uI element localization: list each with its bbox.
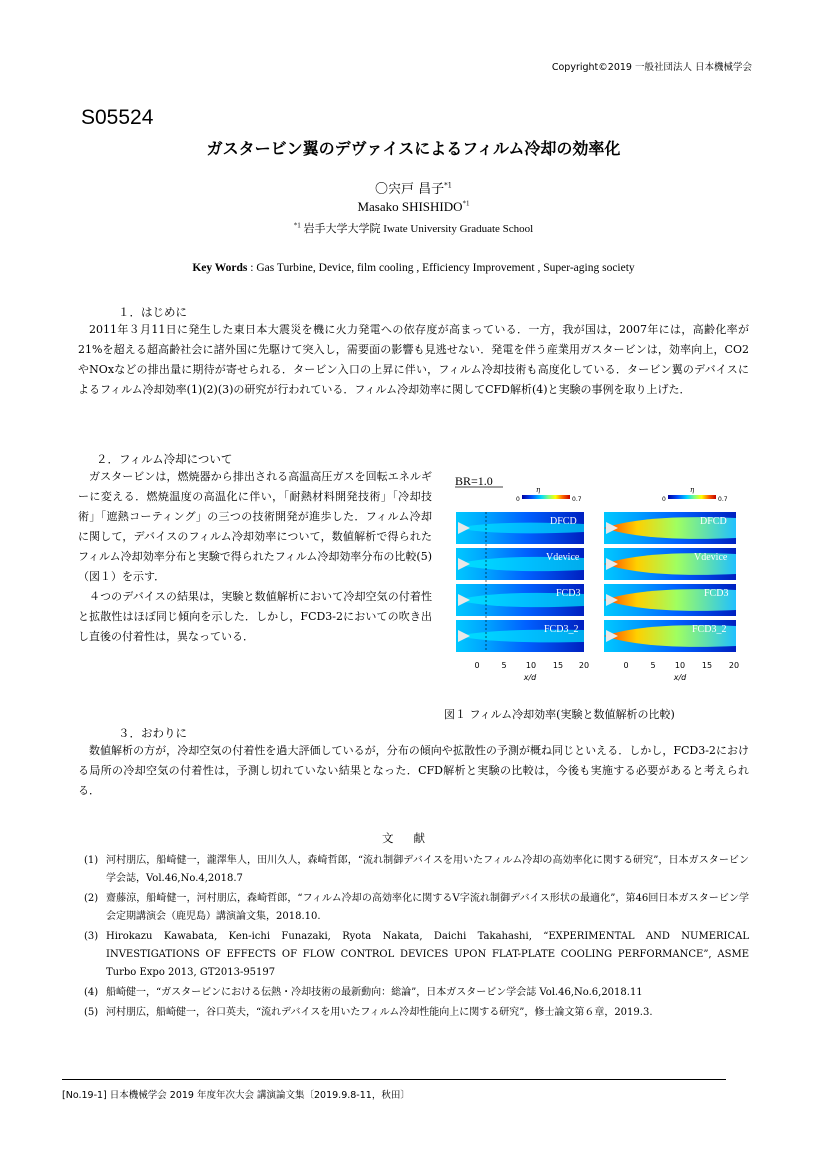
x-tick-right-15: 15	[701, 661, 713, 670]
affiliation	[0, 220, 827, 236]
section-2-paragraph-2: ４つのデバイスの結果は，実験と数値解析において冷却空気の付着性と拡散性はほぼ同じ傾向を示した．しかし，FCD3-2においての吹き出し直後の付着性は，異なっている．	[78, 590, 432, 643]
x-tick-right-5: 5	[650, 661, 656, 670]
author-english	[0, 199, 827, 215]
panel-right-fcd3	[604, 584, 736, 616]
reference-text: 齋藤涼，船崎健一，河村朋広，森崎哲郎，“フィルム冷却の高効率化に関するV字流れ制御デバイス形状の最適化”，第46回日本ガスタービン学会定期講演会（鹿児島）講演論文集，2018.10.	[106, 893, 749, 922]
x-tick-left-20: 20	[578, 661, 590, 670]
keywords-list: : Gas Turbine, Device, film cooling , Efficiency Improvement , Super-aging society	[247, 262, 635, 274]
reference-number: (2)	[84, 893, 99, 904]
row-label-left-vdevice: Vdevice	[546, 552, 580, 563]
section-1-body	[78, 320, 749, 400]
row-label-left-fcd3: FCD3	[556, 588, 581, 599]
section-1-paragraph: 2011年３月11日に発生した東日本大震災を機に火力発電への依存度が高まっている．一方，我が国は，2007年には，高齢化率が21%を超える超高齢社会に諸外国に先駆けて突入し，需要面の影響も見逃せない．発電を伴う産業用ガスタービンは，効率向上，CO2やNOxなどの排出量に期待が寄せられる．タービン入口の上昇に伴い，フィルム冷却技術も高度化している．タービン翼のデバイスによるフィルム冷却効率(1)(2)(3)の研究が行われている．フィルム冷却効率に関してCFD解析(4)と実験の事例を取り上げた．	[78, 323, 749, 396]
panel-right-vdevice	[604, 548, 736, 580]
section-3-paragraph: 数値解析の方が，冷却空気の付着性を過大評価しているが，分布の傾向や拡散性の予測が概ね同じといえる．しかし，FCD3-2における局所の冷却空気の付着性は，予測し切れていない結果となった．CFD解析と実験の比較は，今後も実施する必要があると考えられる．	[78, 744, 749, 797]
x-tick-left-0: 0	[474, 661, 480, 670]
figure-condition-label: BR=1.0	[455, 474, 493, 488]
keywords-label: Key Words	[192, 262, 248, 274]
x-tick-left-10: 10	[525, 661, 537, 670]
row-label-right-fcd3: FCD3	[704, 588, 729, 599]
reference-item	[84, 852, 749, 888]
row-label-left-fcd3-2: FCD3_2	[544, 624, 579, 635]
colorbar-right	[662, 486, 728, 503]
section-2-paragraph-1: ガスタービンは，燃焼器から排出される高温高圧ガスを回転エネルギーに変える．燃焼温度の高温化に伴い，「耐熱材料開発技術」「冷却技術」「遮熱コーティング」の三つの技術開発が進歩した．フィルム冷却に関して，デバイスのフィルム冷却効率について，数値解析で得られたフィルム冷却効率分布と実験で得られたフィルム冷却効率分布の比較(5)（図１）を示す．	[78, 470, 432, 583]
section-2-heading: ２．フィルム冷却について	[96, 452, 233, 466]
author-japanese	[0, 178, 827, 197]
x-axis-right	[623, 661, 739, 682]
x-tick-right-20: 20	[728, 661, 740, 670]
reference-number: (3)	[84, 931, 99, 942]
x-axis-left	[474, 661, 589, 682]
reference-text: Hirokazu Kawabata, Ken-ichi Funazaki, Ryota Nakata, Daichi Takahashi, “EXPERIMENTAL AND NUMERICAL INVESTIGATIONS OF EFFECTS OF FLOW CONTROL DEVICES UPON FLAT-PLATE COOLING PERFORMANCE”, ASME Turbo Expo 2013, GT2013-95197	[106, 931, 749, 978]
author-en-name: Masako SHISHIDO	[357, 199, 463, 214]
x-axis-left-label: x/d	[523, 673, 537, 682]
reference-item	[84, 890, 749, 926]
reference-text: 船崎健一，“ガスタービンにおける伝熱・冷却技術の最新動向：総論”，日本ガスタービン学会誌 Vol.46,No.6,2018.11	[106, 987, 643, 998]
x-tick-left-5: 5	[501, 661, 507, 670]
section-3-heading: ３．おわりに	[118, 726, 187, 740]
reference-text: 河村朋広，船崎健一，谷口英夫，“流れデバイスを用いたフィルム冷却性能向上に関する研究”，修士論文第６章，2019.3.	[106, 1007, 653, 1018]
author-mark-en: *1	[462, 199, 470, 208]
panel-left-dfcd	[456, 512, 584, 544]
panel-left-fcd3-2	[456, 620, 584, 652]
colorbar-right-max: 0.7	[718, 496, 728, 503]
row-label-left-dfcd: DFCD	[550, 516, 577, 527]
panel-left-fcd3	[456, 584, 584, 616]
colorbar-left-symbol: η	[536, 486, 541, 494]
references-heading: 文献	[382, 831, 445, 845]
colorbar-right-symbol: η	[690, 486, 695, 494]
panel-right-dfcd	[604, 512, 736, 544]
figure-caption: 図１ フィルム冷却効率(実験と数値解析の比較)	[444, 708, 675, 721]
colorbar-right-bar	[668, 495, 716, 499]
x-tick-right-0: 0	[623, 661, 629, 670]
reference-item	[84, 1004, 749, 1022]
panel-right-fcd3-2	[604, 620, 736, 652]
reference-item	[84, 984, 749, 1002]
row-label-right-dfcd: DFCD	[700, 516, 727, 527]
footer-citation: [No.19-1] 日本機械学会 2019 年度年次大会 講演論文集〔2019.9.8-11，秋田〕	[62, 1090, 410, 1101]
reference-text: 河村朋広，船崎健一，瀧澤隼人，田川久人，森崎哲郎，“流れ制御デバイスを用いたフィルム冷却の高効率化に関する研究”，日本ガスタービン学会誌，Vol.46,No.4,2018.7	[106, 855, 749, 884]
author-ja-name: 〇宍戸 昌子	[374, 182, 445, 197]
colorbar-left-max: 0.7	[572, 496, 582, 503]
reference-number: (4)	[84, 987, 99, 998]
section-2-body	[78, 467, 432, 647]
reference-item	[84, 928, 749, 982]
paper-id: S05524	[81, 106, 154, 129]
affiliation-text: 岩手大学大学院 Iwate University Graduate School	[303, 223, 534, 235]
section-3-body	[78, 741, 749, 801]
panel-left-vdevice	[456, 548, 584, 580]
author-mark: *1	[444, 181, 453, 190]
x-tick-left-15: 15	[552, 661, 564, 670]
copyright-notice: Copyright©2019 一般社団法人 日本機械学会	[551, 62, 752, 73]
keywords	[0, 262, 827, 274]
references-list	[84, 852, 749, 1024]
section-1-heading: １．はじめに	[118, 305, 187, 319]
figure-1	[446, 468, 749, 700]
footer-divider	[62, 1079, 726, 1080]
row-label-right-vdevice: Vdevice	[694, 552, 728, 563]
paper-title: ガスタービン翼のデヴァイスによるフィルム冷却の効率化	[206, 139, 621, 158]
colorbar-right-min: 0	[662, 496, 666, 503]
colorbar-left	[516, 486, 582, 503]
colorbar-left-min: 0	[516, 496, 520, 503]
x-axis-right-label: x/d	[673, 673, 687, 682]
colorbar-left-bar	[522, 495, 570, 499]
row-label-right-fcd3-2: FCD3_2	[692, 624, 727, 635]
affiliation-mark: *1	[293, 221, 301, 230]
x-tick-right-10: 10	[674, 661, 686, 670]
reference-number: (1)	[84, 855, 99, 866]
reference-number: (5)	[84, 1007, 99, 1018]
